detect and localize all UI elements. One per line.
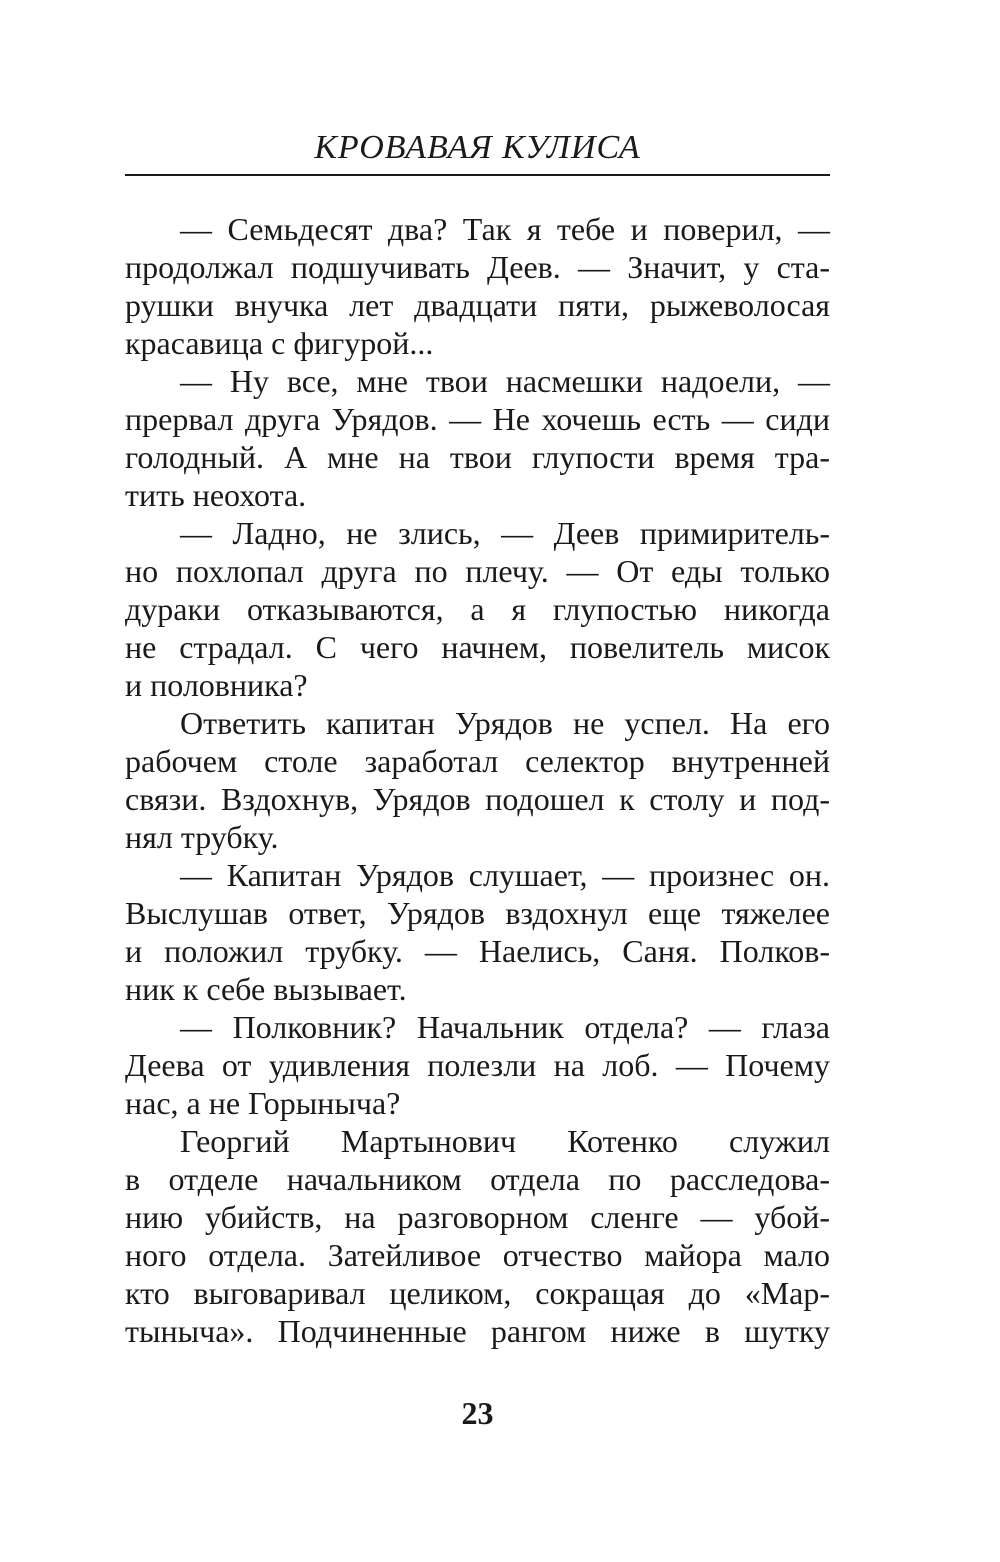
text-line: дураки отказываются, а я глупостью никогда — [125, 591, 830, 627]
text-line: и положил трубку. — Наелись, Саня. Полков- — [125, 933, 830, 969]
text-line: связи. Вздохнув, Урядов подошел к столу и под- — [125, 781, 830, 817]
text-line: Выслушав ответ, Урядов вздохнул еще тяжелее — [125, 895, 830, 931]
text-line: нял трубку. — [125, 819, 279, 855]
text-line: нию убийств, на разговорном сленге — убой- — [125, 1199, 830, 1235]
text-line: — Капитан Урядов слушает, — произнес он. — [180, 857, 830, 893]
text-line: Ответить капитан Урядов не успел. На его — [180, 705, 830, 741]
page-number: 23 — [461, 1395, 494, 1431]
text-line: прервал друга Урядов. — Не хочешь есть — сиди — [125, 401, 830, 437]
text-line: — Семьдесят два? Так я тебе и поверил, — — [180, 211, 830, 247]
text-line: голодный. А мне на твои глупости время тра- — [125, 439, 830, 475]
text-line: тыныча». Подчиненные рангом ниже в шутку — [125, 1313, 830, 1349]
text-line: Деева от удивления полезли на лоб. — Почему — [125, 1047, 830, 1083]
text-line: ник к себе вызывает. — [125, 971, 407, 1007]
text-line: — Полковник? Начальник отдела? — глаза — [180, 1009, 830, 1045]
text-line: в отделе начальником отдела по расследова- — [125, 1161, 830, 1197]
header-rule — [125, 174, 830, 176]
text-line: но похлопал друга по плечу. — От еды только — [125, 553, 830, 589]
text-line: — Ну все, мне твои насмешки надоели, — — [180, 363, 830, 399]
text-line: не страдал. С чего начнем, повелитель мисок — [125, 629, 830, 665]
text-line: и половника? — [125, 667, 308, 703]
text-line: — Ладно, не злись, — Деев примиритель- — [180, 515, 830, 551]
text-line: рабочем столе заработал селектор внутренней — [125, 743, 830, 779]
text-line: ного отдела. Затейливое отчество майора мало — [125, 1237, 830, 1273]
text-line: кто выговаривал целиком, сокращая до «Мар- — [125, 1275, 830, 1311]
text-line: рушки внучка лет двадцати пяти, рыжеволосая — [125, 287, 830, 323]
running-head: КРОВАВАЯ КУЛИСА — [314, 129, 641, 166]
text-line: нас, а не Горыныча? — [125, 1085, 401, 1121]
text-line: тить неохота. — [125, 477, 307, 513]
text-line: красавица с фигурой... — [125, 325, 434, 361]
text-line: Георгий Мартынович Котенко служил — [180, 1123, 830, 1159]
text-line: продолжал подшучивать Деев. — Значит, у ста- — [125, 249, 830, 285]
